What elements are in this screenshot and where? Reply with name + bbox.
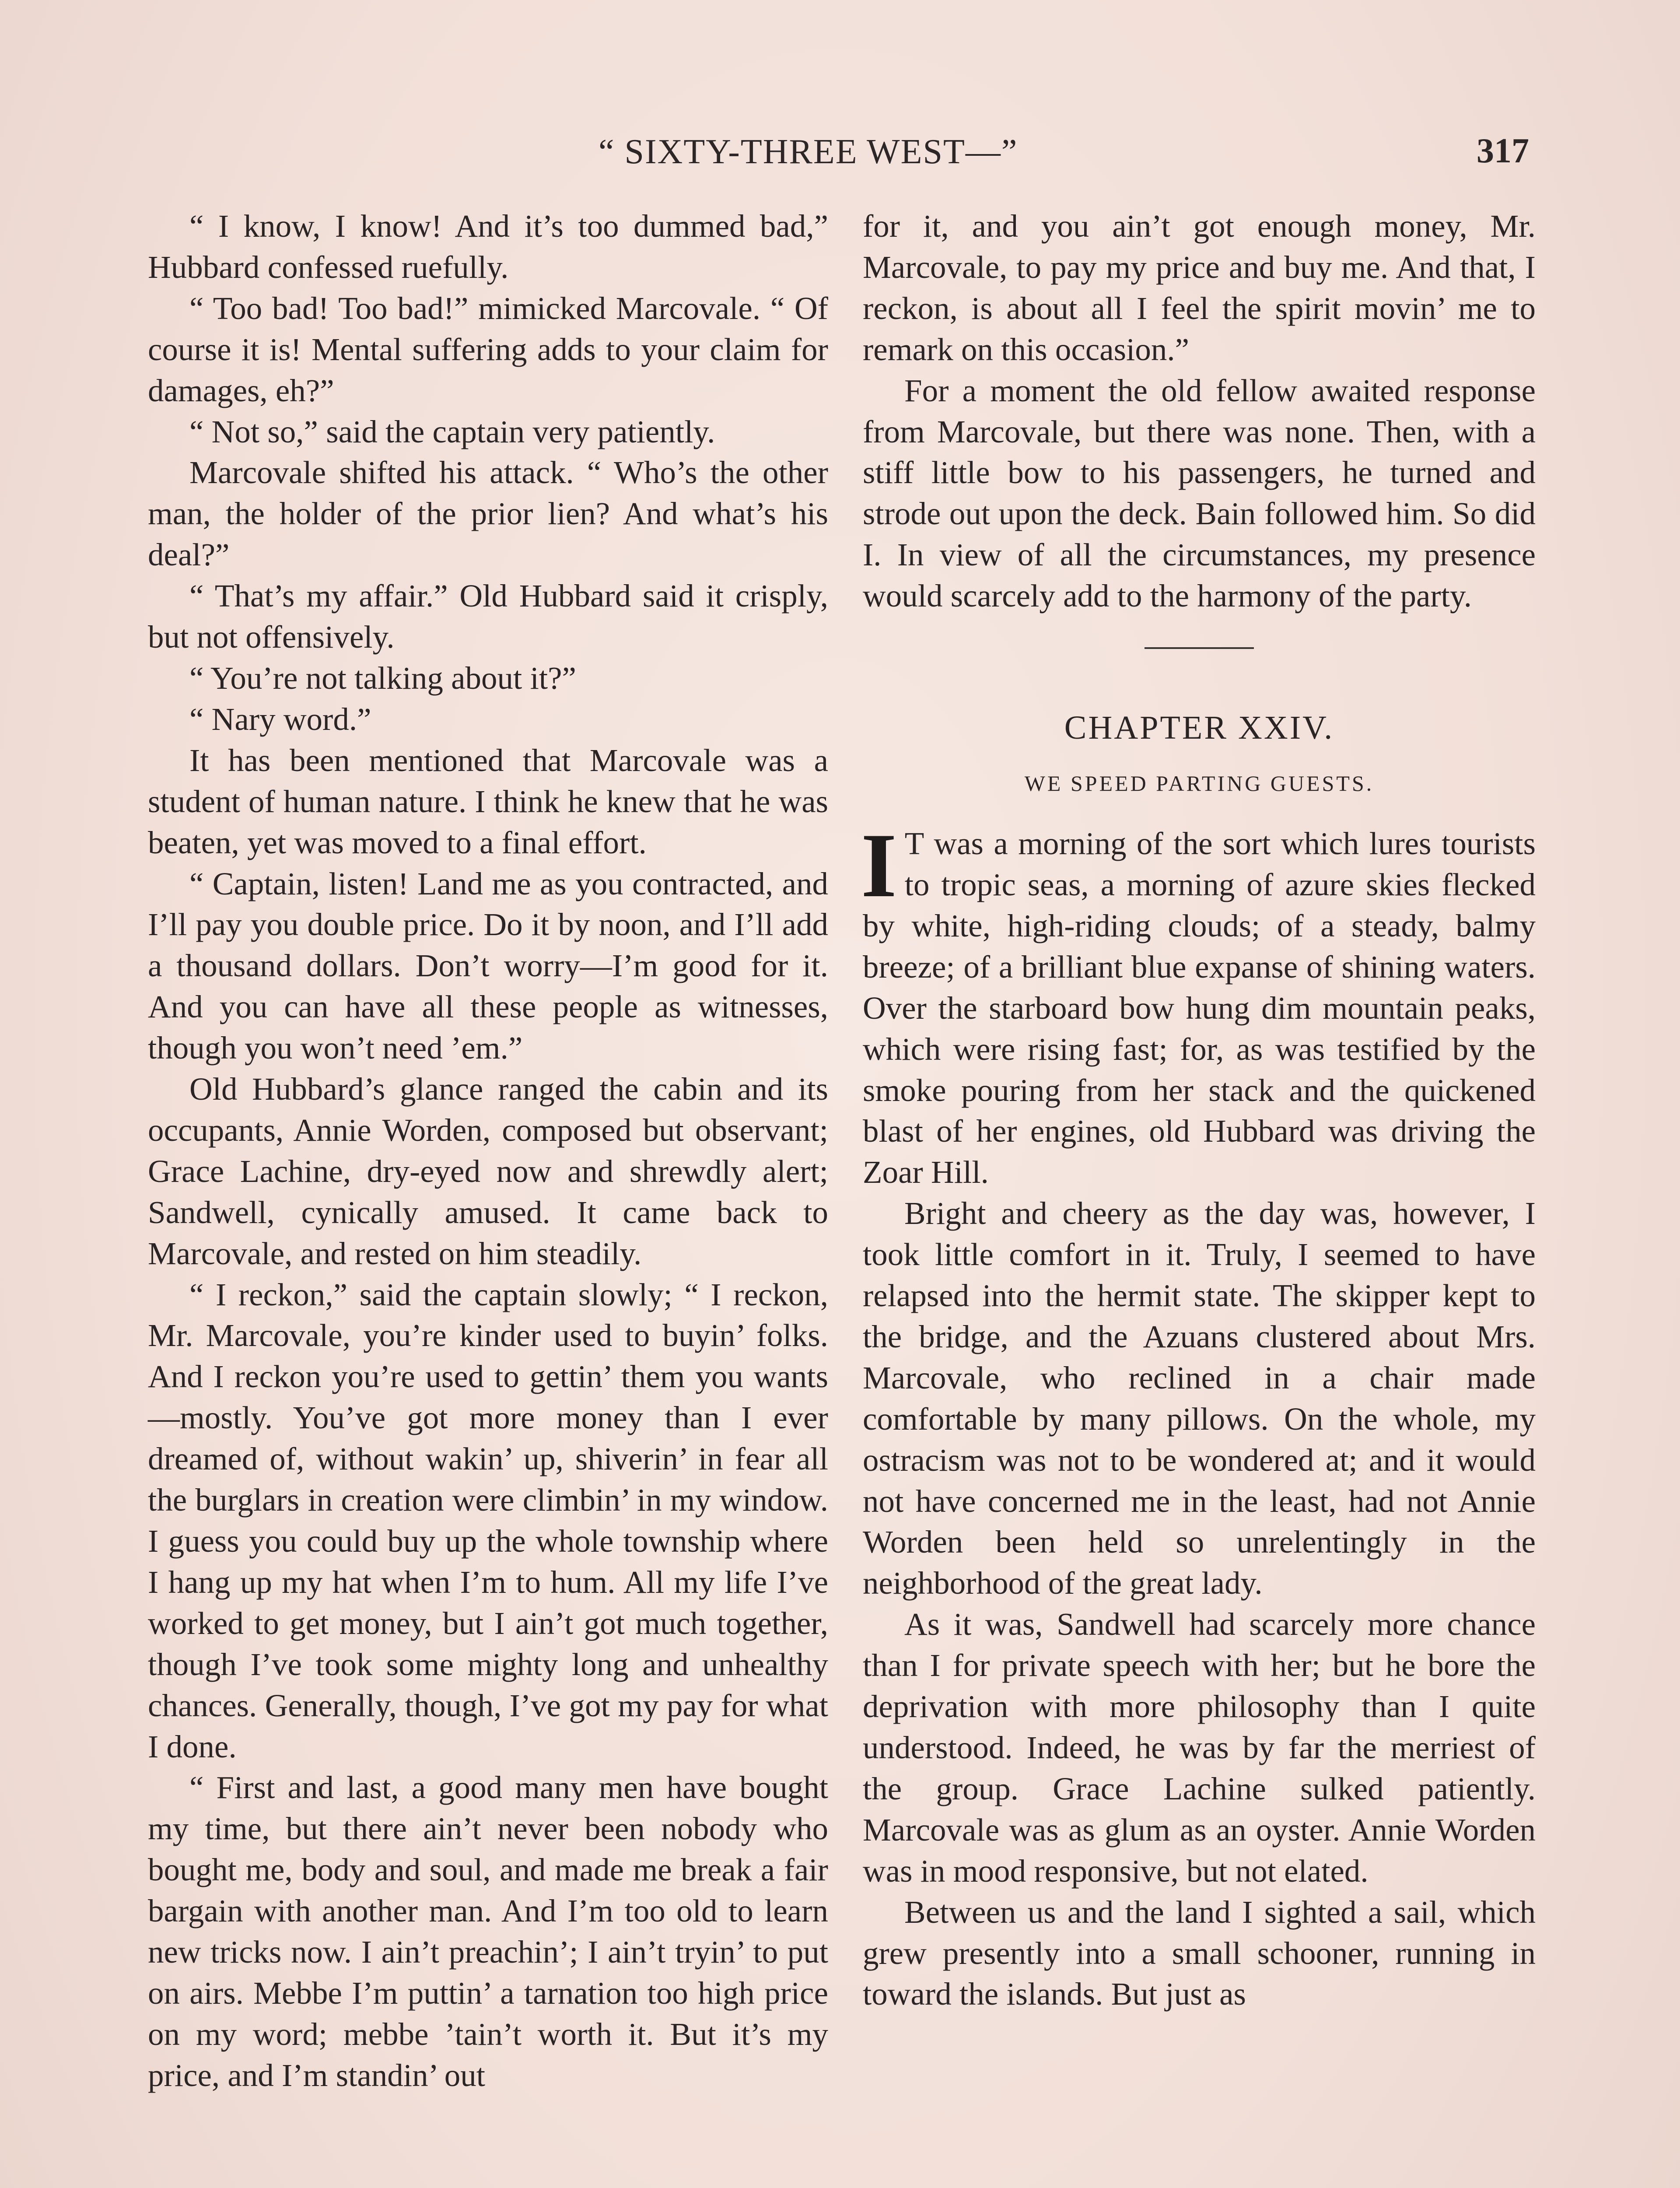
paragraph: “ You’re not talking about it?”	[189, 660, 576, 696]
paragraph: “ Captain, listen! Land me as you contracted, and I’ll pay you double price. Do it by noon, and I’ll add a thousand dollars. Don’t worry—I’m good for it. And you can have all these people as witnesses, though you won’t need ’em.”	[148, 866, 828, 1066]
paragraph: Between us and the land I sighted a sail, which grew presently into a small schooner, running in toward the islands. But just as	[863, 1894, 1536, 2012]
running-title: “ SIXTY-THREE WEST—”	[598, 133, 1018, 171]
drop-cap: I	[861, 815, 897, 917]
paragraph: For a moment the old fellow awaited response from Marcovale, but there was none. Then, with a stiff little bow to his passengers, he turned and strode out upon the deck. Bain followed him. So did I. In view of all the circumstances, my presence would scarcely add to the harmony of the party.	[863, 372, 1536, 614]
paragraph: “ That’s my affair.” Old Hubbard said it crisply, but not offensively.	[148, 578, 828, 655]
paragraph: “ I reckon,” said the captain slowly; “ I reckon, Mr. Marcovale, you’re kinder used to buyin’ folks. And I reckon you’re used to gettin’ them you wants—mostly. You’ve got more money than I ever dreamed of, without wakin’ up, shiverin’ in fear all the burglars in creation were climbin’ in my window. I guess you could buy up the whole township where I hang up my hat when I’m to hum. All my life I’ve worked to get money, but I ain’t got much together, though I’ve took some mighty long and unhealthy chances. Generally, though, I’ve got my pay for what I done.	[148, 1276, 828, 1764]
paragraph-continued: for it, and you ain’t got enough money, Mr. Marcovale, to pay my price and buy me. And that, I reckon, is about all I feel the spirit movin’ me to remark on this occasion.”	[863, 208, 1536, 367]
paragraph: Marcovale shifted his attack. “ Who’s the other man, the holder of the prior lien? And what’s his deal?”	[148, 455, 828, 573]
paragraph: Bright and cheery as the day was, however, I took little comfort in it. Truly, I seemed to have relapsed into the hermit state. The skipper kept to the bridge, and the Azuans clustered about Mrs. Marcovale, who reclined in a chair made comfortable by many pillows. On the whole, my ostracism was not to be wondered at; and it would not have concerned me in the least, had not Annie Worden been held so unrelentingly in the neighborhood of the great lady.	[863, 1196, 1536, 1601]
left-column	[148, 206, 828, 2096]
paragraph: “ Too bad! Too bad!” mimicked Marcovale. “ Of course it is! Mental suffering adds to your claim for damages, eh?”	[148, 290, 828, 408]
paragraph: “ First and last, a good many men have bought my time, but there ain’t never been nobody who bought me, body and soul, and made me break a fair bargain with another man. And I’m too old to learn new tricks now. I ain’t preachin’; I ain’t tryin’ to put on airs. Mebbe I’m puttin’ a tarnation too high price on my word; mebbe ’tain’t worth it. But it’s my price, and I’m standin’ out	[148, 1770, 828, 2093]
chapter-subtitle: WE SPEED PARTING GUESTS.	[1024, 771, 1374, 796]
paragraph: As it was, Sandwell had scarcely more chance than I for private speech with her; but he bore the deprivation with more philosophy than I quite understood. Indeed, he was by far the merriest of the group. Grace Lachine sulked patiently. Marcovale was as glum as an oyster. Annie Worden was in mood responsive, but not elated.	[863, 1606, 1536, 1889]
paragraph: “ Nary word.”	[189, 701, 371, 737]
chapter-opening-paragraph	[861, 815, 1536, 1193]
section-divider	[1144, 647, 1254, 649]
paragraph: “ I know, I know! And it’s too dummed bad,” Hubbard confessed ruefully.	[148, 208, 828, 285]
opening-text: T was a morning of the sort which lures tourists to tropic seas, a morning of azure skies flecked by white, high-riding clouds; of a steady, balmy breeze; of a brilliant blue expanse of shining waters. Over the starboard bow hung dim mountain peaks, which were rising fast; for, as was testified by the smoke pouring from her stack and the quickened blast of her engines, old Hubbard was driving the Zoar Hill.	[863, 826, 1536, 1190]
paragraph: It has been mentioned that Marcovale was a student of human nature. I think he knew that he was beaten, yet was moved to a final effort.	[148, 742, 828, 860]
paragraph: “ Not so,” said the captain very patiently.	[189, 414, 715, 449]
chapter-title: CHAPTER XXIV.	[1064, 709, 1334, 747]
right-column	[863, 206, 1536, 2015]
paragraph: Old Hubbard’s glance ranged the cabin and its occupants, Annie Worden, composed but observant; Grace Lachine, dry-eyed now and shrewdly alert; Sandwell, cynically amused. It came back to Marcovale, and rested on him steadily.	[148, 1071, 828, 1271]
page-number: 317	[1477, 132, 1529, 170]
